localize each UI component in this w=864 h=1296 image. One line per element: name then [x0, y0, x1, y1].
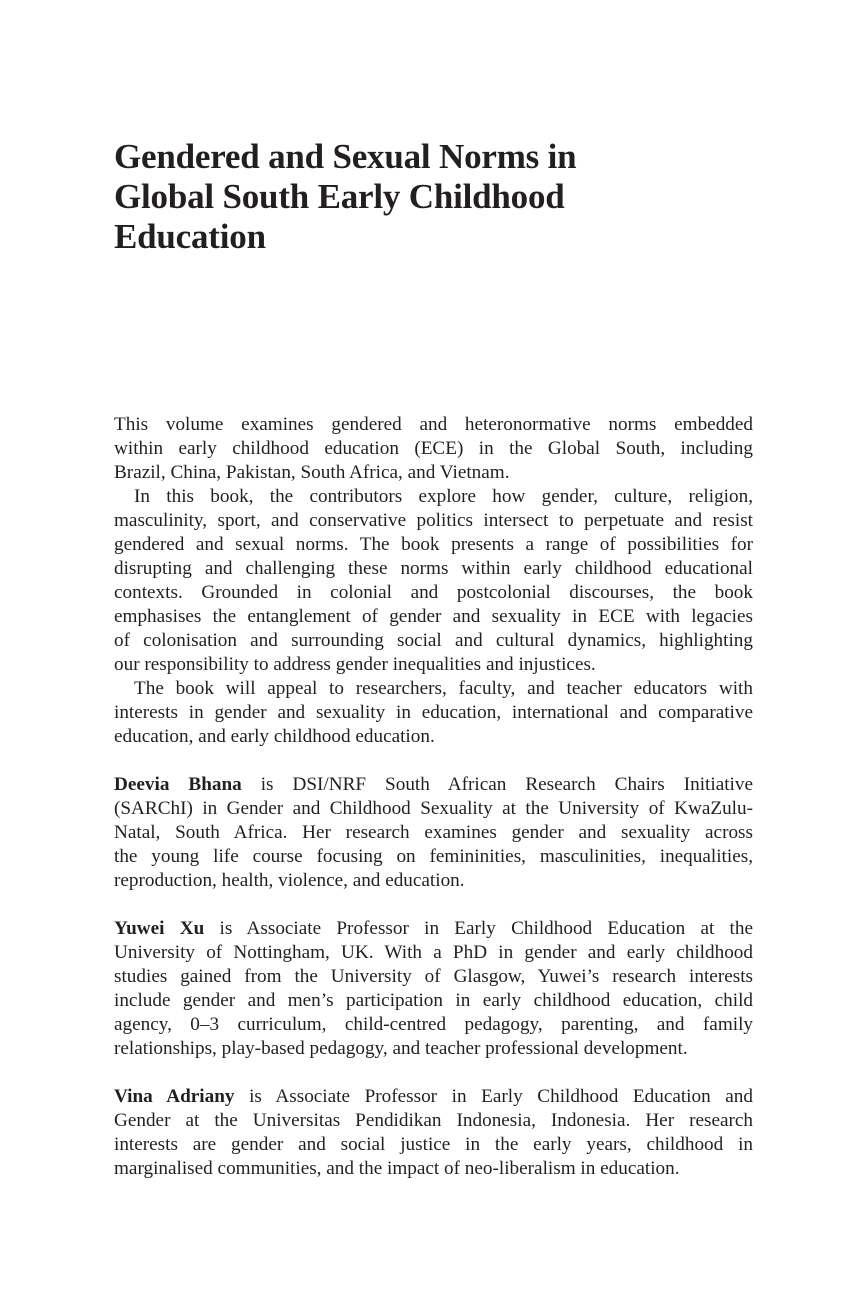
text-line: interests in gender and sexuality in education, international and comparative: [114, 702, 753, 723]
text-line: of colonisation and surrounding social and cultural dynamics, highlighting: [114, 630, 753, 651]
text-line: Natal, South Africa. Her research examines gender and sexuality across: [114, 822, 753, 843]
author-name: Yuwei Xu: [114, 918, 205, 939]
title-line: Global South Early Childhood: [114, 177, 565, 216]
text-line: within early childhood education (ECE) in the Global South, including: [114, 438, 753, 459]
text-line: This volume examines gendered and heteronormative norms embedded: [114, 414, 753, 435]
text-line: gendered and sexual norms. The book presents a range of possibilities for: [114, 534, 753, 555]
bio-text: is Associate Professor in Early Childhood Education and: [234, 1086, 753, 1107]
text-line: masculinity, sport, and conservative politics intersect to perpetuate and resist: [114, 510, 753, 531]
author-bio-vina-adriany: [114, 1085, 753, 1181]
description-paragraph: [114, 485, 753, 677]
author-name: Deevia Bhana: [114, 774, 242, 795]
text-line: University of Nottingham, UK. With a PhD in gender and early childhood: [114, 942, 753, 963]
text-line: studies gained from the University of Glasgow, Yuwei’s research interests: [114, 966, 753, 987]
text-line: education, and early childhood education.: [114, 726, 435, 747]
bio-text: is Associate Professor in Early Childhood Education at the: [204, 918, 754, 939]
book-description: [114, 413, 753, 749]
text-line: include gender and men’s participation in early childhood education, child: [114, 990, 753, 1011]
text-line: reproduction, health, violence, and education.: [114, 870, 465, 891]
text-line: [114, 773, 753, 797]
text-line: interests are gender and social justice in the early years, childhood in: [114, 1134, 753, 1155]
title-line: Education: [114, 217, 266, 256]
text-line: agency, 0–3 curriculum, child-centred pedagogy, parenting, and family: [114, 1014, 753, 1035]
bio-paragraph: [114, 773, 753, 893]
text-line: [114, 917, 753, 941]
bio-paragraph: [114, 1085, 753, 1181]
author-bio-deevia-bhana: [114, 773, 753, 893]
text-line: contexts. Grounded in colonial and postcolonial discourses, the book: [114, 582, 753, 603]
bio-text: is DSI/NRF South African Research Chairs Initiative: [241, 774, 753, 795]
text-line: the young life course focusing on femininities, masculinities, inequalities,: [114, 846, 753, 867]
text-line: emphasises the entanglement of gender and sexuality in ECE with legacies: [114, 606, 753, 627]
author-bio-yuwei-xu: [114, 917, 753, 1061]
text-line: Gender at the Universitas Pendidikan Indonesia, Indonesia. Her research: [114, 1110, 753, 1131]
text-line: [114, 1085, 753, 1109]
text-line: disrupting and challenging these norms within early childhood educational: [114, 558, 753, 579]
text-line: In this book, the contributors explore how gender, culture, religion,: [134, 486, 753, 507]
author-name: Vina Adriany: [114, 1086, 235, 1107]
text-line: marginalised communities, and the impact of neo-liberalism in education.: [114, 1158, 680, 1179]
text-line: our responsibility to address gender inequalities and injustices.: [114, 654, 596, 675]
book-title: [114, 137, 674, 257]
text-line: relationships, play-based pedagogy, and teacher professional development.: [114, 1038, 688, 1059]
title-line: Gendered and Sexual Norms in: [114, 137, 577, 176]
text-line: The book will appeal to researchers, faculty, and teacher educators with: [134, 678, 753, 699]
text-line: (SARChI) in Gender and Childhood Sexuality at the University of KwaZulu-: [114, 798, 753, 819]
description-paragraph: [114, 677, 753, 749]
description-paragraph: [114, 413, 753, 485]
bio-paragraph: [114, 917, 753, 1061]
text-line: Brazil, China, Pakistan, South Africa, and Vietnam.: [114, 462, 510, 483]
